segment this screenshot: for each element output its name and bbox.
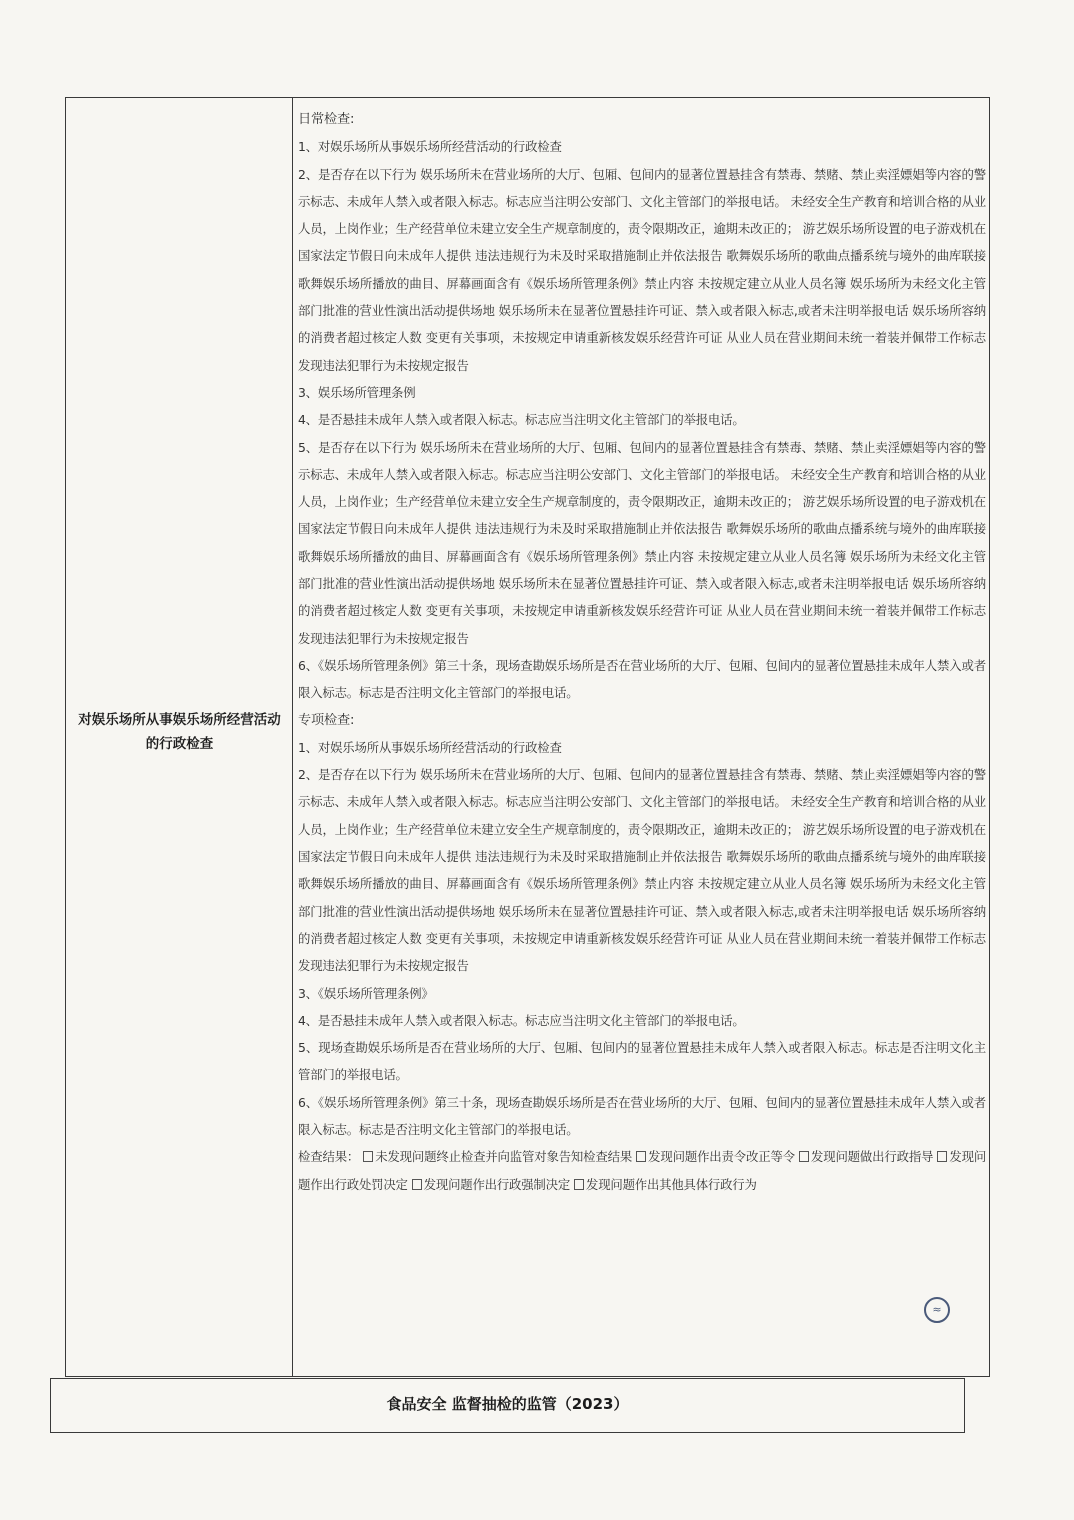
checkbox[interactable] — [937, 1151, 947, 1162]
section-heading: 专项检查: — [298, 712, 355, 728]
list-item: 2、是否存在以下行为 娱乐场所未在营业场所的大厅、包厢、包间内的显著位置悬挂含有禁毒、禁赌、禁止卖淫嫖娼等内容的警示标志、未成年人禁入或者限入标志。标志应当注明公安部门、文化主管部门的举报电话。 未经安全生产教育和培训合格的从业人员，上岗作业；生产经营单位未建立安全生产规章制度的，责令限期改正，逾期未改正的； 游艺娱乐场所设置的电子游戏机在国家法定节假日向未成年人提供 违法违规行为未及时采取措施制止并依法报告 歌舞娱乐场所的歌曲点播系统与境外的曲库联接 歌舞娱乐场所播放的曲目、屏幕画面含有《娱乐场所管理条例》禁止内容 未按规定建立从业人员名簿 娱乐场所为未经文化主管部门批准的营业性演出活动提供场地 娱乐场所未在显著位置悬挂许可证、禁入或者限入标志,或者未注明举报电话 娱乐场所容纳的消费者超过核定人数 变更有关事项，未按规定申请重新核发娱乐经营许可证 从业人员在营业期间未统一着装并佩带工作标志 发现违法犯罪行为未按规定报告 — [298, 166, 986, 373]
item-name-text: 对娱乐场所从事娱乐场所经营活动的行政检查 — [78, 712, 281, 752]
result-option: 发现问题做出行政指导 — [810, 1149, 934, 1165]
checkbox[interactable] — [636, 1151, 646, 1162]
result-option: 发现问题作出其他具体行政行为 — [586, 1176, 757, 1192]
inspection-content-cell — [298, 106, 986, 1198]
list-item: 2、是否存在以下行为 娱乐场所未在营业场所的大厅、包厢、包间内的显著位置悬挂含有禁毒、禁赌、禁止卖淫嫖娼等内容的警示标志、未成年人禁入或者限入标志。标志应当注明公安部门、文化主管部门的举报电话。 未经安全生产教育和培训合格的从业人员，上岗作业；生产经营单位未建立安全生产规章制度的，责令限期改正，逾期未改正的； 游艺娱乐场所设置的电子游戏机在国家法定节假日向未成年人提供 违法违规行为未及时采取措施制止并依法报告 歌舞娱乐场所的歌曲点播系统与境外的曲库联接 歌舞娱乐场所播放的曲目、屏幕画面含有《娱乐场所管理条例》禁止内容 未按规定建立从业人员名簿 娱乐场所为未经文化主管部门批准的营业性演出活动提供场地 娱乐场所未在显著位置悬挂许可证、禁入或者限入标志,或者未注明举报电话 娱乐场所容纳的消费者超过核定人数 变更有关事项，未按规定申请重新核发娱乐经营许可证 从业人员在营业期间未统一着装并佩带工作标志 发现违法犯罪行为未按规定报告 — [298, 767, 986, 974]
list-item: 3、《娱乐场所管理条例》 — [298, 985, 434, 1001]
list-item: 1、对娱乐场所从事娱乐场所经营活动的行政检查 — [298, 139, 562, 155]
result-option: 发现问题作出行政强制决定 — [423, 1176, 571, 1192]
check-result — [298, 1143, 986, 1198]
checkbox[interactable] — [574, 1179, 584, 1190]
list-item: 5、是否存在以下行为 娱乐场所未在营业场所的大厅、包厢、包间内的显著位置悬挂含有禁毒、禁赌、禁止卖淫嫖娼等内容的警示标志、未成年人禁入或者限入标志。标志应当注明公安部门、文化主管部门的举报电话。 未经安全生产教育和培训合格的从业人员，上岗作业；生产经营单位未建立安全生产规章制度的，责令限期改正，逾期未改正的； 游艺娱乐场所设置的电子游戏机在国家法定节假日向未成年人提供 违法违规行为未及时采取措施制止并依法报告 歌舞娱乐场所的歌曲点播系统与境外的曲库联接 歌舞娱乐场所播放的曲目、屏幕画面含有《娱乐场所管理条例》禁止内容 未按规定建立从业人员名簿 娱乐场所为未经文化主管部门批准的营业性演出活动提供场地 娱乐场所未在显著位置悬挂许可证、禁入或者限入标志,或者未注明举报电话 娱乐场所容纳的消费者超过核定人数 变更有关事项，未按规定申请重新核发娱乐经营许可证 从业人员在营业期间未统一着装并佩带工作标志 发现违法犯罪行为未按规定报告 — [298, 439, 986, 646]
inspection-table — [65, 97, 990, 1377]
checkbox[interactable] — [412, 1179, 422, 1190]
list-item: 4、是否悬挂未成年人禁入或者限入标志。标志应当注明文化主管部门的举报电话。 — [298, 412, 745, 428]
result-option: 发现问题作出责令改正等令 — [648, 1149, 795, 1165]
list-item: 4、是否悬挂未成年人禁入或者限入标志。标志应当注明文化主管部门的举报电话。 — [298, 1012, 745, 1028]
footer-title-box — [50, 1378, 965, 1433]
section-heading: 日常检查: — [298, 112, 355, 127]
stamp-icon: ≈ — [924, 1297, 950, 1323]
list-item: 5、现场查勘娱乐场所是否在营业场所的大厅、包厢、包间内的显著位置悬挂未成年人禁入或者限入标志。标志是否注明文化主管部门的举报电话。 — [298, 1040, 986, 1083]
checkbox[interactable] — [799, 1151, 809, 1162]
result-option: 未发现问题终止检查并向监管对象告知检查结果 — [375, 1149, 633, 1165]
check-result-label: 检查结果： — [298, 1149, 360, 1165]
list-item: 6、《娱乐场所管理条例》第三十条，现场查勘娱乐场所是否在营业场所的大厅、包厢、包间内的显著位置悬挂未成年人禁入或者限入标志。标志是否注明文化主管部门的举报电话。 — [298, 657, 986, 701]
list-item: 6、《娱乐场所管理条例》第三十条，现场查勘娱乐场所是否在营业场所的大厅、包厢、包间内的显著位置悬挂未成年人禁入或者限入标志。标志是否注明文化主管部门的举报电话。 — [298, 1094, 986, 1137]
footer-title: 食品安全 监督抽检的监管（2023） — [386, 1395, 629, 1413]
result-option: 发现问题作出行政处罚决定 — [298, 1149, 987, 1192]
checkbox[interactable] — [363, 1151, 373, 1162]
list-item: 1、对娱乐场所从事娱乐场所经营活动的行政检查 — [298, 739, 562, 755]
item-name-cell — [66, 98, 293, 1376]
list-item: 3、娱乐场所管理条例 — [298, 384, 416, 400]
